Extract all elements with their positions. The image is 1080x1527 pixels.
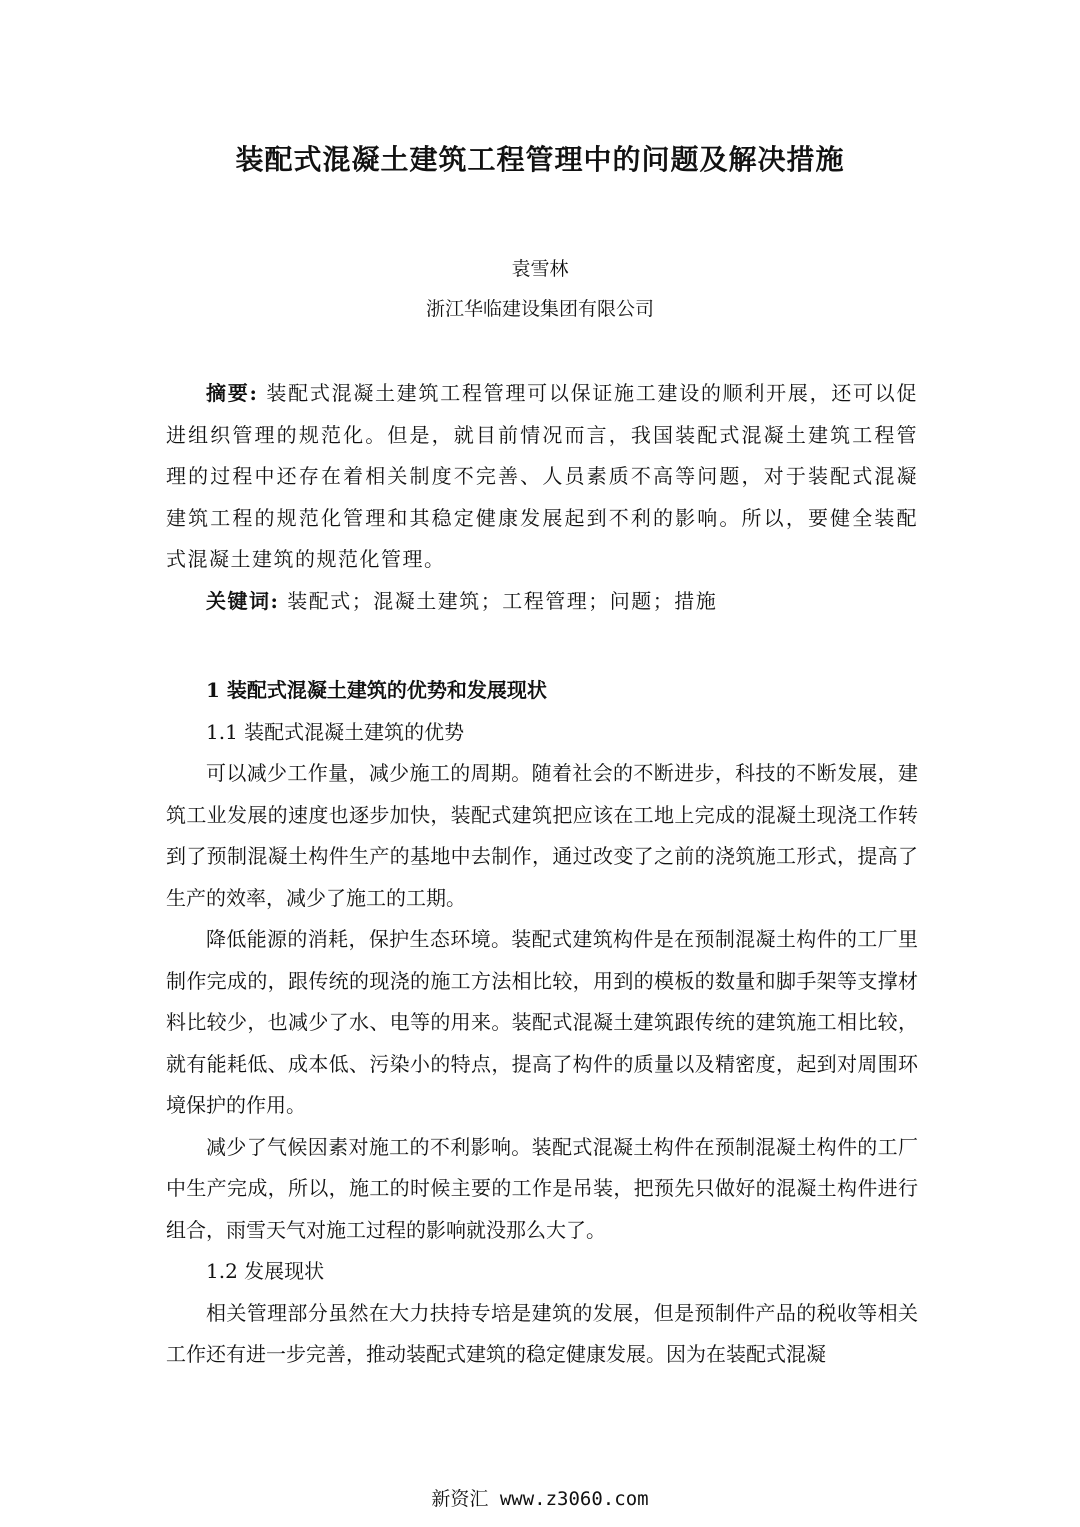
section-1-2-heading: 1.2 发展现状 bbox=[206, 1259, 325, 1283]
body-paragraph-1: 可以减少工作量，减少施工的周期。随着社会的不断进步，科技的不断发展，建筑工业发展的速度也逐步加快，装配式建筑把应该在工地上完成的混凝土现浇工作转到了预制混凝土构件生产的基地中去制作，通过改变了之前的浇筑施工形式，提高了生产的效率，减少了施工的工期。 bbox=[166, 761, 918, 910]
main-content bbox=[166, 670, 918, 1376]
abstract-block bbox=[166, 373, 918, 622]
body-paragraph-4: 相关管理部分虽然在大力扶持专培是建筑的发展，但是预制件产品的税收等相关工作还有进一步完善，推动装配式建筑的稳定健康发展。因为在装配式混凝 bbox=[166, 1300, 918, 1366]
keywords-text: 装配式；混凝土建筑；工程管理；问题；措施 bbox=[279, 588, 718, 613]
abstract-label: 摘要: bbox=[206, 381, 259, 405]
author-affiliation: 浙江华临建设集团有限公司 bbox=[425, 298, 654, 320]
section-1-heading: 1 装配式混凝土建筑的优势和发展现状 bbox=[206, 678, 547, 702]
footer-watermark: 新资汇 www.z3060.com bbox=[431, 1488, 649, 1510]
author-name: 袁雪林 bbox=[511, 258, 569, 280]
keywords-label: 关键词: bbox=[206, 588, 280, 613]
body-paragraph-2: 降低能源的消耗，保护生态环境。装配式建筑构件是在预制混凝土构件的工厂里制作完成的，跟传统的现浇的施工方法相比较，用到的模板的数量和脚手架等支撑材料比较少，也减少了水、电等的用来。装配式混凝土建筑跟传统的建筑施工相比较，就有能耗低、成本低、污染小的特点，提高了构件的质量以及精密度，起到对周围环境保护的作用。 bbox=[166, 927, 918, 1117]
section-1-1-heading: 1.1 装配式混凝土建筑的优势 bbox=[206, 719, 465, 744]
abstract-paragraph bbox=[166, 373, 918, 581]
body-paragraph-3: 减少了气候因素对施工的不利影响。装配式混凝土构件在预制混凝土构件的工厂中生产完成，所以，施工的时候主要的工作是吊装，把预先只做好的混凝土构件进行组合，雨雪天气对施工过程的影响就没那么大了。 bbox=[166, 1134, 918, 1242]
keywords-paragraph bbox=[166, 581, 918, 623]
paper-title: 装配式混凝土建筑工程管理中的问题及解决措施 bbox=[235, 143, 845, 176]
abstract-text: 装配式混凝土建筑工程管理可以保证施工建设的顺利开展，还可以促进组织管理的规范化。但是，就目前情况而言，我国装配式混凝土建筑工程管理的过程中还存在着相关制度不完善、人员素质不高等问题，对于装配式混凝建筑工程的规范化管理和其稳定健康发展起到不利的影响。所以，要健全装配式混凝土建筑的规范化管理。 bbox=[166, 381, 918, 571]
